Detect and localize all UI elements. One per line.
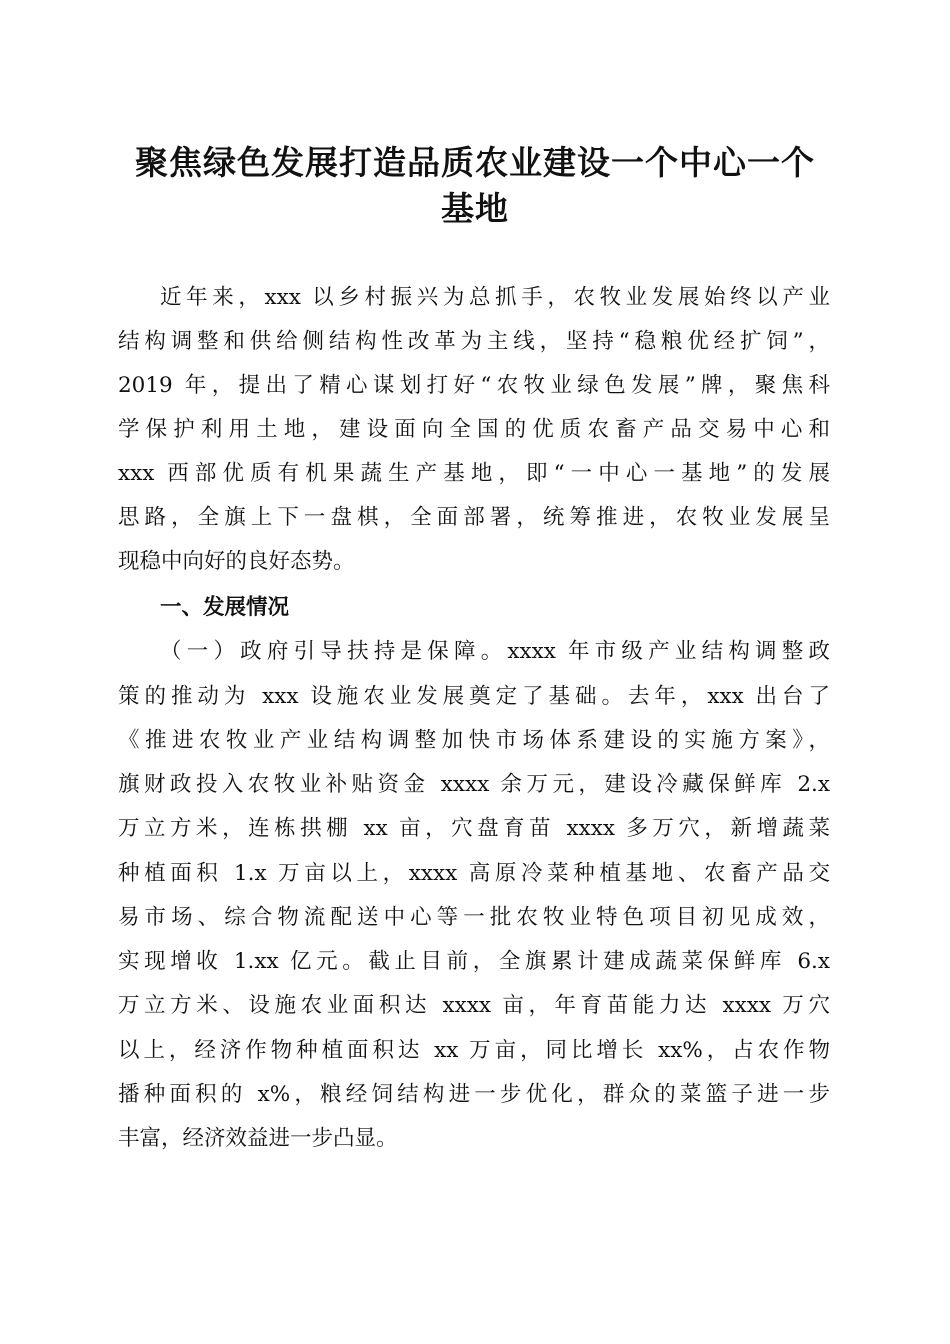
subsection-line-10: 以上，经济作物种植面积达 xx 万亩，同比增长 xx%，占农作物: [118, 1038, 830, 1063]
subsection-line-3: 《推进农牧业产业结构调整加快市场体系建设的实施方案》，: [118, 728, 830, 753]
intro-line-6: 思路，全旗上下一盘棋，全面部署，统筹推进，农牧业发展呈: [118, 505, 830, 530]
section-heading: 一、发展情况: [160, 595, 290, 620]
intro-line-4: 学保护利用土地，建设面向全国的优质农畜产品交易中心和: [118, 417, 830, 442]
subsection-line-2: 策的推动为 xxx 设施农业发展奠定了基础。去年，xxx 出台了: [118, 684, 830, 709]
subsection-line-6: 种植面积 1.x 万亩以上，xxxx 高原冷菜种植基地、农畜产品交: [118, 861, 830, 886]
subsection-line-5: 万立方米，连栋拱棚 xx 亩，穴盘育苗 xxxx 多万穴，新增蔬菜: [118, 816, 830, 841]
document-title-line-2: 基地: [441, 189, 509, 228]
subsection-line-8: 实现增收 1.xx 亿元。截止目前，全旗累计建成蔬菜保鲜库 6.x: [118, 949, 830, 974]
subsection-line-1: （一）政府引导扶持是保障。xxxx 年市级产业结构调整政: [160, 639, 830, 664]
intro-line-1: 近年来，xxx 以乡村振兴为总抓手，农牧业发展始终以产业: [160, 285, 830, 310]
subsection-line-9: 万立方米、设施农业面积达 xxxx 亩，年育苗能力达 xxxx 万穴: [118, 993, 830, 1018]
document-title-line-1: 聚焦绿色发展打造品质农业建设一个中心一个: [135, 143, 815, 182]
intro-line-2: 结构调整和供给侧结构性改革为主线，坚持“稳粮优经扩饲”，: [118, 329, 830, 354]
intro-line-3: 2019 年，提出了精心谋划打好“农牧业绿色发展”牌，聚焦科: [118, 373, 830, 398]
subsection-line-7: 易市场、综合物流配送中心等一批农牧业特色项目初见成效，: [118, 905, 830, 930]
subsection-line-12: 丰富，经济效益进一步凸显。: [118, 1126, 398, 1151]
subsection-line-11: 播种面积的 x%，粮经饲结构进一步优化，群众的菜篮子进一步: [118, 1082, 830, 1107]
intro-line-7: 现稳中向好的良好态势。: [118, 549, 355, 574]
intro-line-5: xxx 西部优质有机果蔬生产基地，即“一中心一基地”的发展: [118, 461, 830, 486]
subsection-line-4: 旗财政投入农牧业补贴资金 xxxx 余万元，建设冷藏保鲜库 2.x: [118, 772, 830, 797]
